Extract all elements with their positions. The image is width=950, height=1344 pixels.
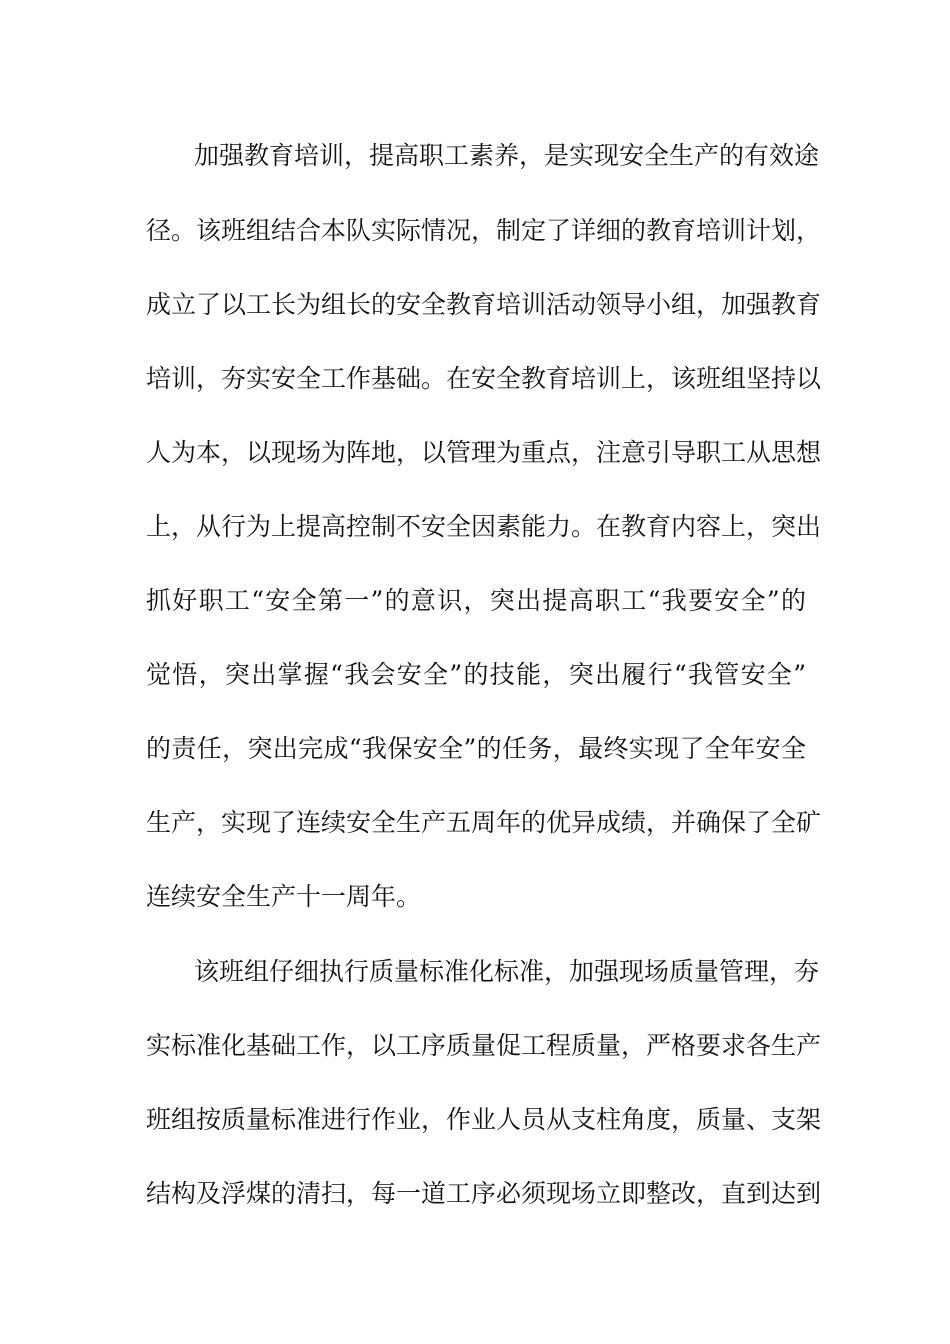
paragraph-1-line-1: 加强教育培训，提高职工素养，是实现安全生产的有效途: [194, 141, 820, 170]
paragraph-1-line-9: 的责任，突出完成“我保安全”的任务，最终实现了全年安全: [146, 734, 806, 763]
paragraph-1-line-11: 连续安全生产十一周年。: [146, 882, 422, 911]
paragraph-1-line-3: 成立了以工长为组长的安全教育培训活动领导小组，加强教育: [146, 290, 822, 319]
paragraph-1-line-2: 径。该班组结合本队实际情况，制定了详细的教育培训计划，: [146, 216, 822, 245]
paragraph-1-line-6: 上，从行为上提高控制不安全因素能力。在教育内容上，突出: [146, 512, 822, 541]
paragraph-1-line-10: 生产，实现了连续安全生产五周年的优异成绩，并确保了全矿: [146, 808, 822, 837]
paragraph-1-line-7: 抓好职工“安全第一”的意识，突出提高职工“我要安全”的: [146, 586, 806, 615]
paragraph-1-line-8: 觉悟，突出掌握“我会安全”的技能，突出履行“我管安全”: [146, 660, 806, 689]
paragraph-2-line-1: 该班组仔细执行质量标准化标准，加强现场质量管理，夯: [194, 957, 820, 986]
paragraph-1-line-5: 人为本，以现场为阵地，以管理为重点，注意引导职工从思想: [146, 438, 822, 467]
paragraph-2-line-4: 结构及浮煤的清扫，每一道工序必须现场立即整改，直到达到: [146, 1179, 822, 1208]
paragraph-2-line-3: 班组按质量标准进行作业，作业人员从支柱角度，质量、支架: [146, 1105, 822, 1134]
paragraph-2-line-2: 实标准化基础工作，以工序质量促工程质量，严格要求各生产: [146, 1031, 822, 1060]
paragraph-1-line-4: 培训，夯实安全工作基础。在安全教育培训上，该班组坚持以: [146, 364, 822, 393]
